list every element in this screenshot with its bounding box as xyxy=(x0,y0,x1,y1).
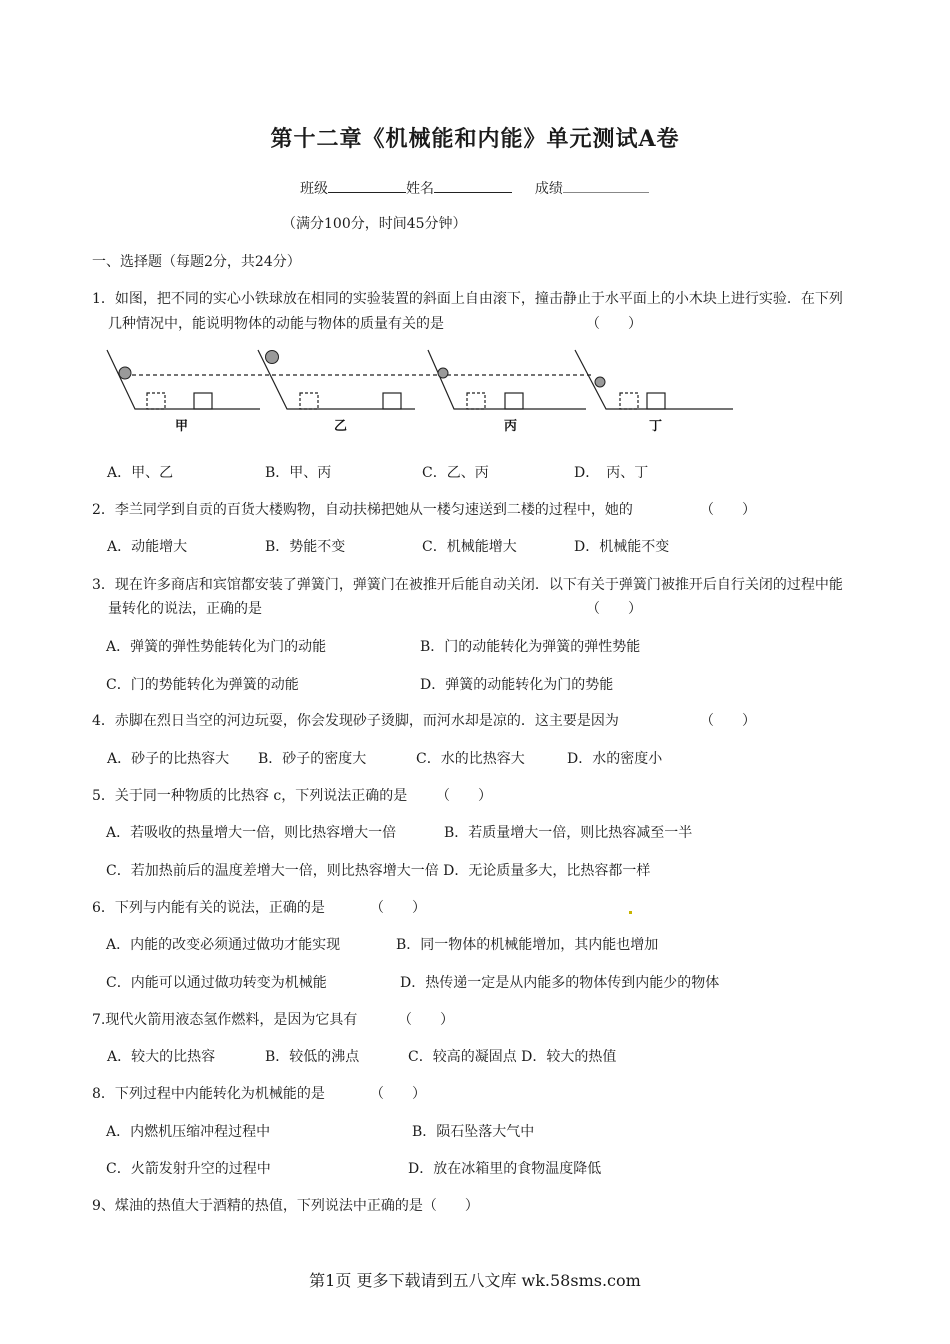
q5-option-c-d: C．若加热前后的温度差增大一倍，则比热容增大一倍 D．无论质量多大，比热容都一样 xyxy=(106,863,651,879)
q6-option-a: A．内能的改变必须通过做功才能实现 xyxy=(106,937,341,953)
q4-option-a: A．砂子的比热容大 xyxy=(107,751,230,767)
figure-label-yi: 乙 xyxy=(334,419,348,434)
incline-track-bing xyxy=(428,350,586,409)
q1-option-b: B．甲、丙 xyxy=(265,465,332,481)
start-block-bing xyxy=(467,393,485,409)
page-footer: 第1页 更多下载请到五八文库 wk.58sms.com xyxy=(309,1271,641,1290)
q8-option-a: A．内燃机压缩冲程过程中 xyxy=(106,1124,271,1140)
start-block-ding xyxy=(620,393,638,409)
stray-mark xyxy=(629,911,632,914)
question-1-answer-paren: （ ） xyxy=(586,316,642,332)
question-8-answer-paren: （ ） xyxy=(370,1086,426,1102)
q4-option-c: C．水的比热容大 xyxy=(416,751,525,767)
q1-option-a: A．甲、乙 xyxy=(107,465,174,481)
q5-option-b: B．若质量增大一倍，则比热容减至一半 xyxy=(444,825,693,841)
student-info-line xyxy=(300,178,649,198)
question-2-answer-paren: （ ） xyxy=(700,502,756,518)
section-heading: 一、选择题（每题2分，共24分） xyxy=(92,254,301,270)
question-9-stem: 9、煤油的热值大于酒精的热值，下列说法中正确的是（ ） xyxy=(92,1198,479,1214)
question-4-stem: 4．赤脚在烈日当空的河边玩耍，你会发现砂子烫脚，而河水却是凉的．这主要是因为 xyxy=(92,713,619,729)
end-block-yi xyxy=(383,393,401,409)
end-block-jia xyxy=(194,393,212,409)
q6-option-c: C．内能可以通过做功转变为机械能 xyxy=(106,975,327,991)
start-block-yi xyxy=(300,393,318,409)
q4-option-d: D．水的密度小 xyxy=(567,751,663,767)
end-block-bing xyxy=(505,393,523,409)
question-7-answer-paren: （ ） xyxy=(398,1012,454,1028)
question-5-stem: 5．关于同一种物质的比热容 c，下列说法正确的是 xyxy=(92,788,408,804)
q2-option-a: A．动能增大 xyxy=(107,539,188,555)
name-label: 姓名 xyxy=(406,181,434,197)
q7-option-b: B．较低的沸点 xyxy=(265,1049,360,1065)
q8-option-b: B．陨石坠落大气中 xyxy=(412,1124,535,1140)
q3-option-c: C．门的势能转化为弹簧的动能 xyxy=(106,677,299,693)
figure-label-jia: 甲 xyxy=(175,419,189,434)
question-3-line-1: 3．现在许多商店和宾馆都安装了弹簧门，弹簧门在被推开后能自动关闭．以下有关于弹簧门被推开后自行关闭的过程中能 xyxy=(92,577,843,593)
incline-experiment-figure xyxy=(100,345,750,440)
q2-option-b: B．势能不变 xyxy=(265,539,346,555)
q3-option-a: A．弹簧的弹性势能转化为门的动能 xyxy=(106,639,327,655)
name-blank xyxy=(434,178,512,193)
q6-option-b: B．同一物体的机械能增加，其内能也增加 xyxy=(396,937,659,953)
q2-option-c: C．机械能增大 xyxy=(422,539,517,555)
question-2-stem: 2．李兰同学到自贡的百货大楼购物，自动扶梯把她从一楼匀速送到二楼的过程中，她的 xyxy=(92,502,633,518)
question-5-answer-paren: （ ） xyxy=(436,788,492,804)
class-label: 班级 xyxy=(300,181,328,197)
score-label: 成绩 xyxy=(534,181,563,197)
question-8-stem: 8．下列过程中内能转化为机械能的是 xyxy=(92,1086,325,1102)
ball-jia xyxy=(119,367,131,379)
q1-option-c: C．乙、丙 xyxy=(422,465,489,481)
class-blank xyxy=(328,178,406,193)
ball-yi xyxy=(266,351,279,364)
question-3-line-2: 量转化的说法，正确的是 xyxy=(108,601,262,617)
q6-option-d: D．热传递一定是从内能多的物体传到内能少的物体 xyxy=(400,975,720,991)
q7-option-c-d: C．较高的凝固点 D．较大的热值 xyxy=(408,1049,617,1065)
ball-bing xyxy=(438,368,448,378)
exam-note: （满分100分，时间45分钟） xyxy=(282,216,467,232)
incline-track-yi xyxy=(258,350,415,409)
q1-option-d: D． 丙、丁 xyxy=(574,465,649,481)
q4-option-b: B．砂子的密度大 xyxy=(258,751,367,767)
question-1-line-1: 1．如图，把不同的实心小铁球放在相同的实验装置的斜面上自由滚下，撞击静止于水平面上的小木块上进行实验．在下列 xyxy=(92,291,843,307)
figure-label-ding: 丁 xyxy=(649,419,663,434)
question-4-answer-paren: （ ） xyxy=(700,713,756,729)
page-title: 第十二章《机械能和内能》单元测试A卷 xyxy=(270,126,680,152)
figure-label-bing: 丙 xyxy=(504,419,518,434)
ball-ding xyxy=(595,377,605,387)
q8-option-c: C．火箭发射升空的过程中 xyxy=(106,1161,271,1177)
end-block-ding xyxy=(647,393,665,409)
q2-option-d: D．机械能不变 xyxy=(574,539,670,555)
q7-option-a: A．较大的比热容 xyxy=(107,1049,216,1065)
question-6-stem: 6．下列与内能有关的说法，正确的是 xyxy=(92,900,325,916)
question-7-stem: 7.现代火箭用液态氢作燃料，是因为它具有 xyxy=(92,1012,358,1028)
question-6-answer-paren: （ ） xyxy=(370,900,426,916)
question-1-line-2: 几种情况中，能说明物体的动能与物体的质量有关的是 xyxy=(108,316,444,332)
score-blank xyxy=(563,178,649,193)
q3-option-d: D．弹簧的动能转化为门的势能 xyxy=(420,677,614,693)
start-block-jia xyxy=(147,393,165,409)
question-3-answer-paren: （ ） xyxy=(586,601,642,617)
q3-option-b: B．门的动能转化为弹簧的弹性势能 xyxy=(420,639,641,655)
q8-option-d: D．放在冰箱里的食物温度降低 xyxy=(408,1161,602,1177)
incline-track-jia xyxy=(107,350,260,409)
q5-option-a: A．若吸收的热量增大一倍，则比热容增大一倍 xyxy=(106,825,397,841)
